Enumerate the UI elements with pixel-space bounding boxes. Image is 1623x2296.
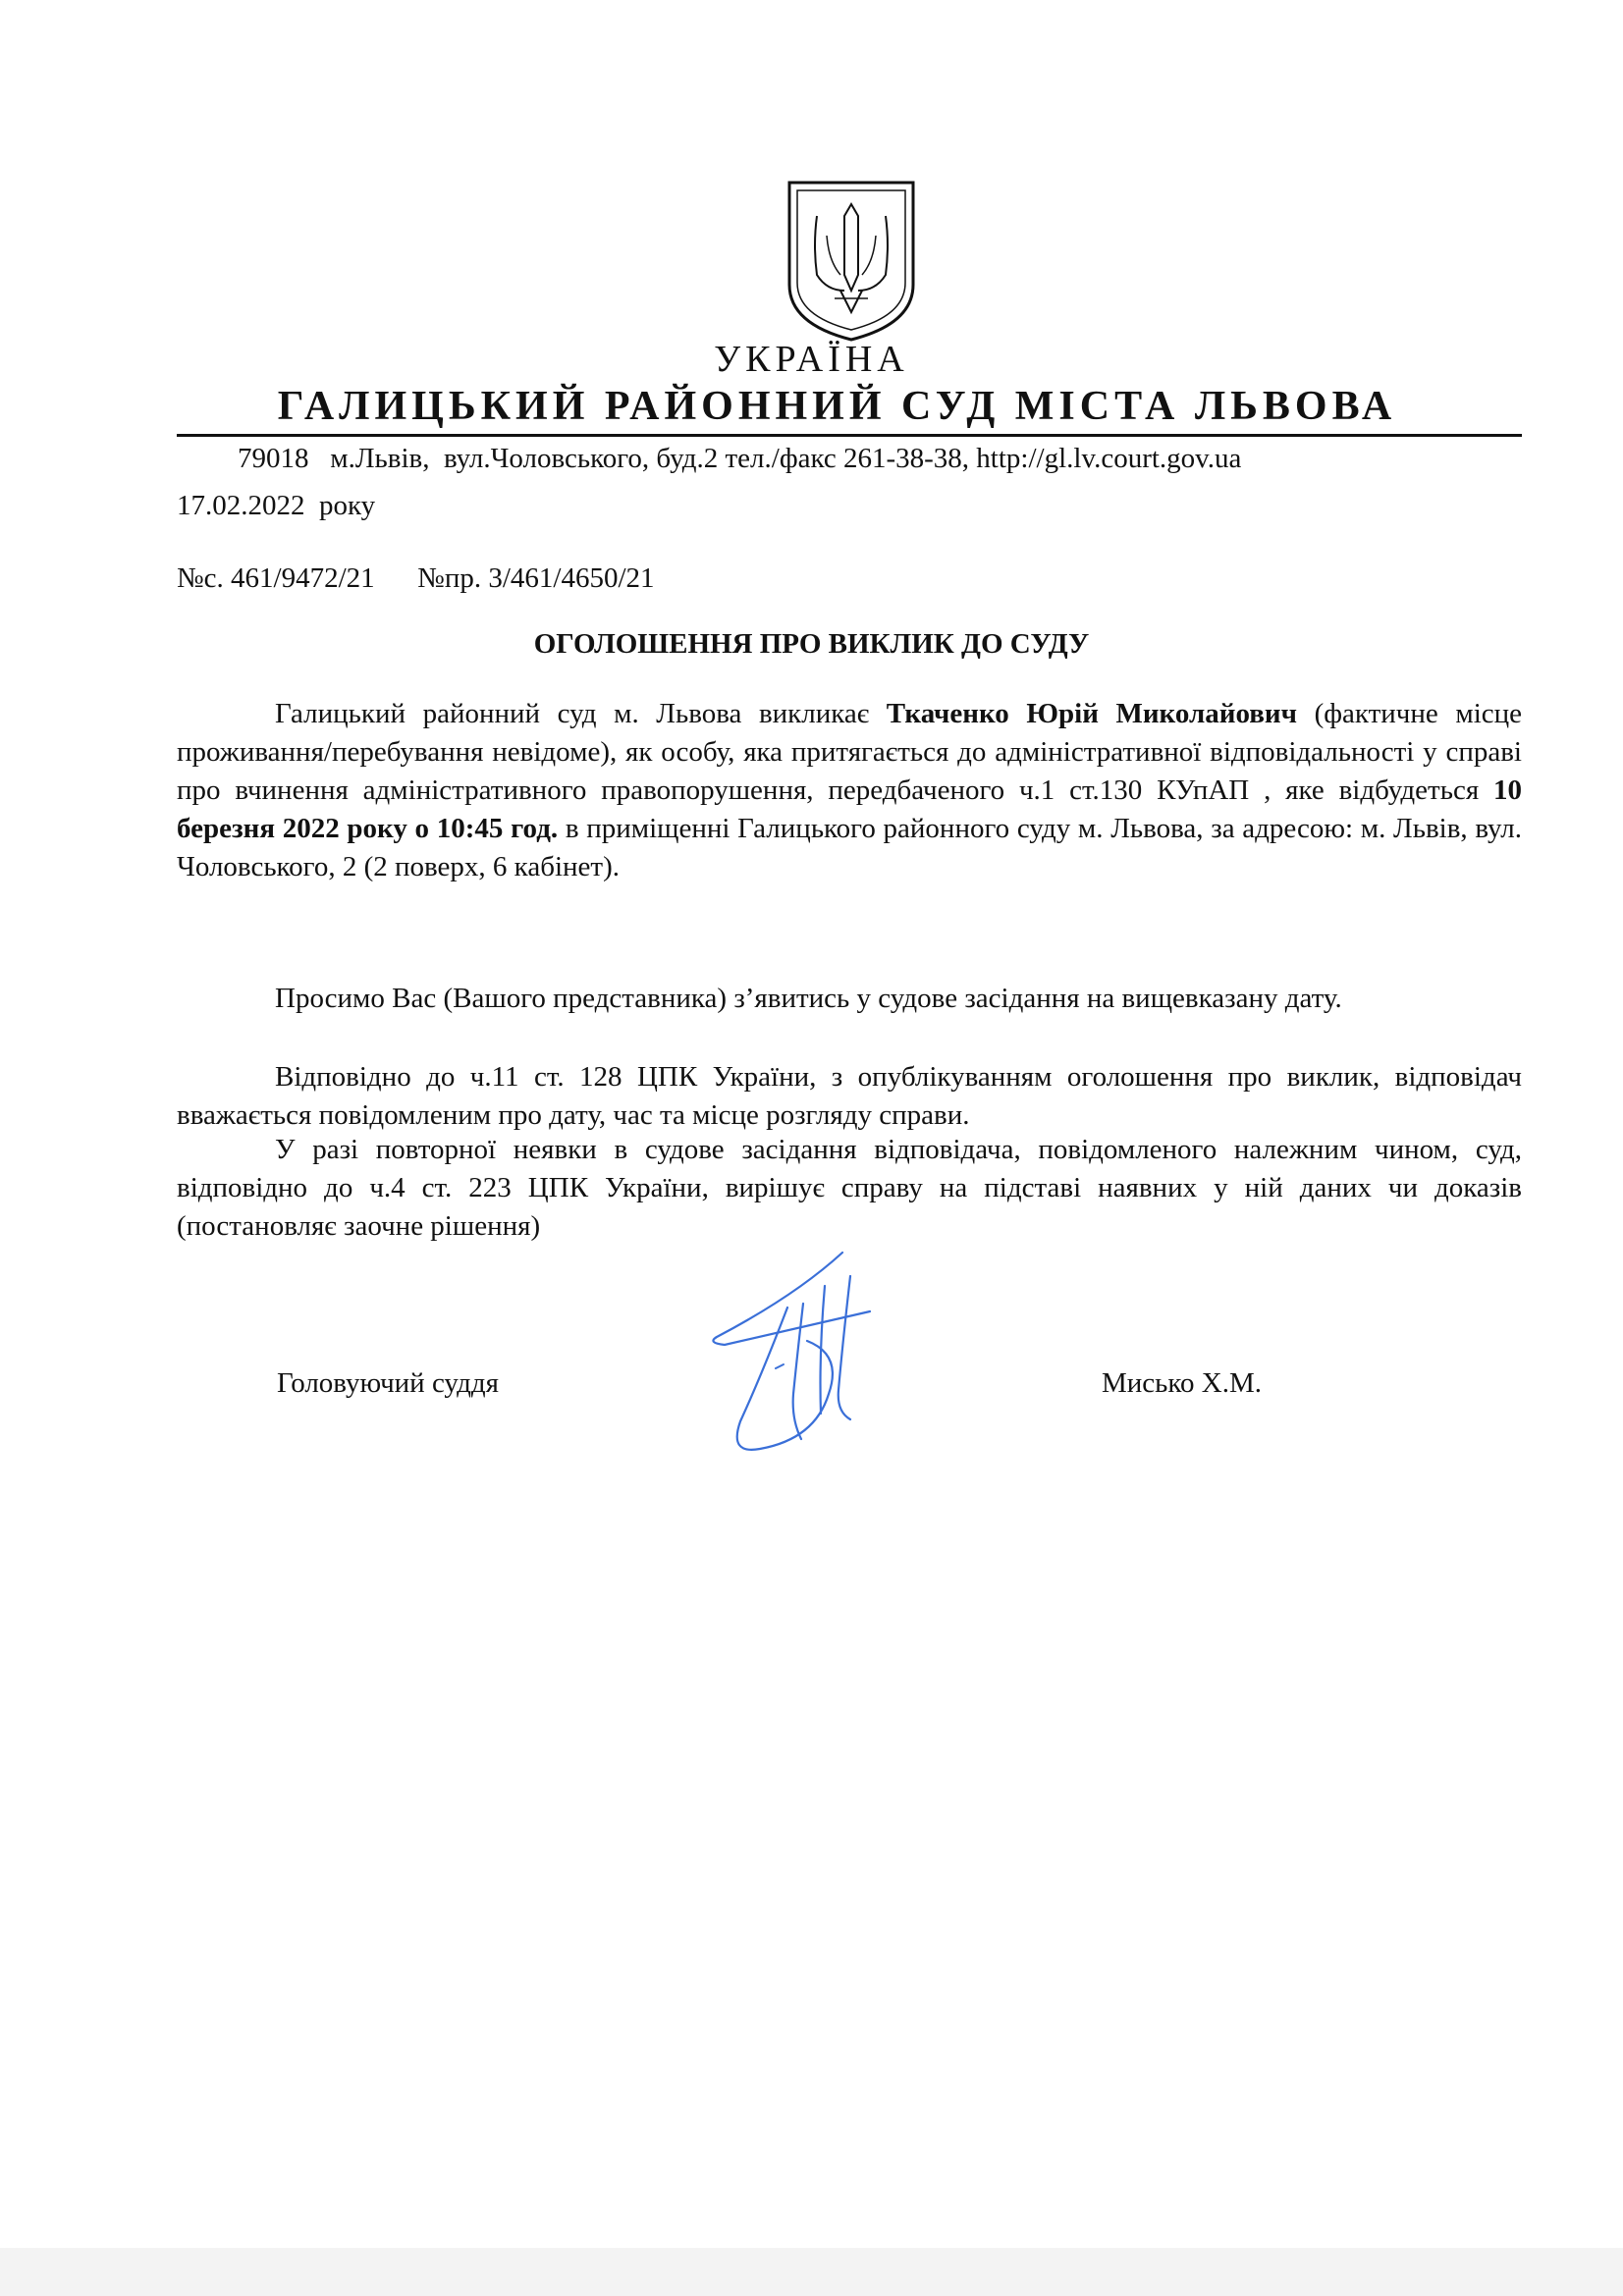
document-date: 17.02.2022 року (177, 490, 376, 521)
signatory-title: Головуючий суддя (277, 1367, 499, 1399)
court-name: ГАЛИЦЬКИЙ РАЙОННИЙ СУД МІСТА ЛЬВОВА (277, 384, 1397, 429)
case-numbers: №с. 461/9472/21 №пр. 3/461/4650/21 (177, 562, 655, 594)
summoned-person: Ткаченко Юрій Миколайович (886, 698, 1297, 729)
scan-edge (0, 2248, 1623, 2296)
signatory-name: Мисько Х.М. (1102, 1367, 1262, 1399)
country-name: УКРАЇНА (714, 339, 909, 380)
handwritten-signature (677, 1247, 913, 1468)
default-judgment-paragraph: У разі повторної неявки в судове засідання відповідача, повідомленого належним чином, суд, відповідно до ч.4 ст. 223 ЦПК України, вирішує справу на підставі наявних у ній даних чи доказів (постановляє заочне рішення) (177, 1134, 1522, 1242)
appearance-request-paragraph: Просимо Вас (Вашого представника) з’явитись у судове засідання на вищевказану дату. (275, 983, 1342, 1014)
summons-text-3: в приміщенні Галицького районного суду м. Львова, за адресою: м. Львів, вул. Чоловського, 2 (2 поверх, 6 кабінет). (177, 813, 1522, 882)
coat-of-arms-icon (784, 177, 919, 344)
summons-text-1: Галицький районний суд м. Львова викликає (275, 698, 887, 729)
summons-text-2: (фактичне місце проживання/перебування невідоме), як особу, яка притягається до адміністративної відповідальності у справі про вчинення адміністративного правопорушення, передбаченого ч.1 ст.130 КУпАП , яке відбудеться (177, 698, 1523, 806)
court-address: 79018 м.Львів, вул.Чоловського, буд.2 тел./факс 261-38-38, http://gl.lv.court.gov.ua (238, 443, 1242, 474)
summons-paragraph (177, 695, 1522, 886)
notice-paragraph: Відповідно до ч.11 ст. 128 ЦПК України, з опублікуванням оголошення про виклик, відповідач вважається повідомленим про дату, час та місце розгляду справи. (177, 1061, 1522, 1131)
document-title: ОГОЛОШЕННЯ ПРО ВИКЛИК ДО СУДУ (533, 628, 1090, 660)
hearing-datetime: 10 березня 2022 року о 10:45 год. (177, 774, 1522, 844)
header-divider (177, 434, 1522, 437)
